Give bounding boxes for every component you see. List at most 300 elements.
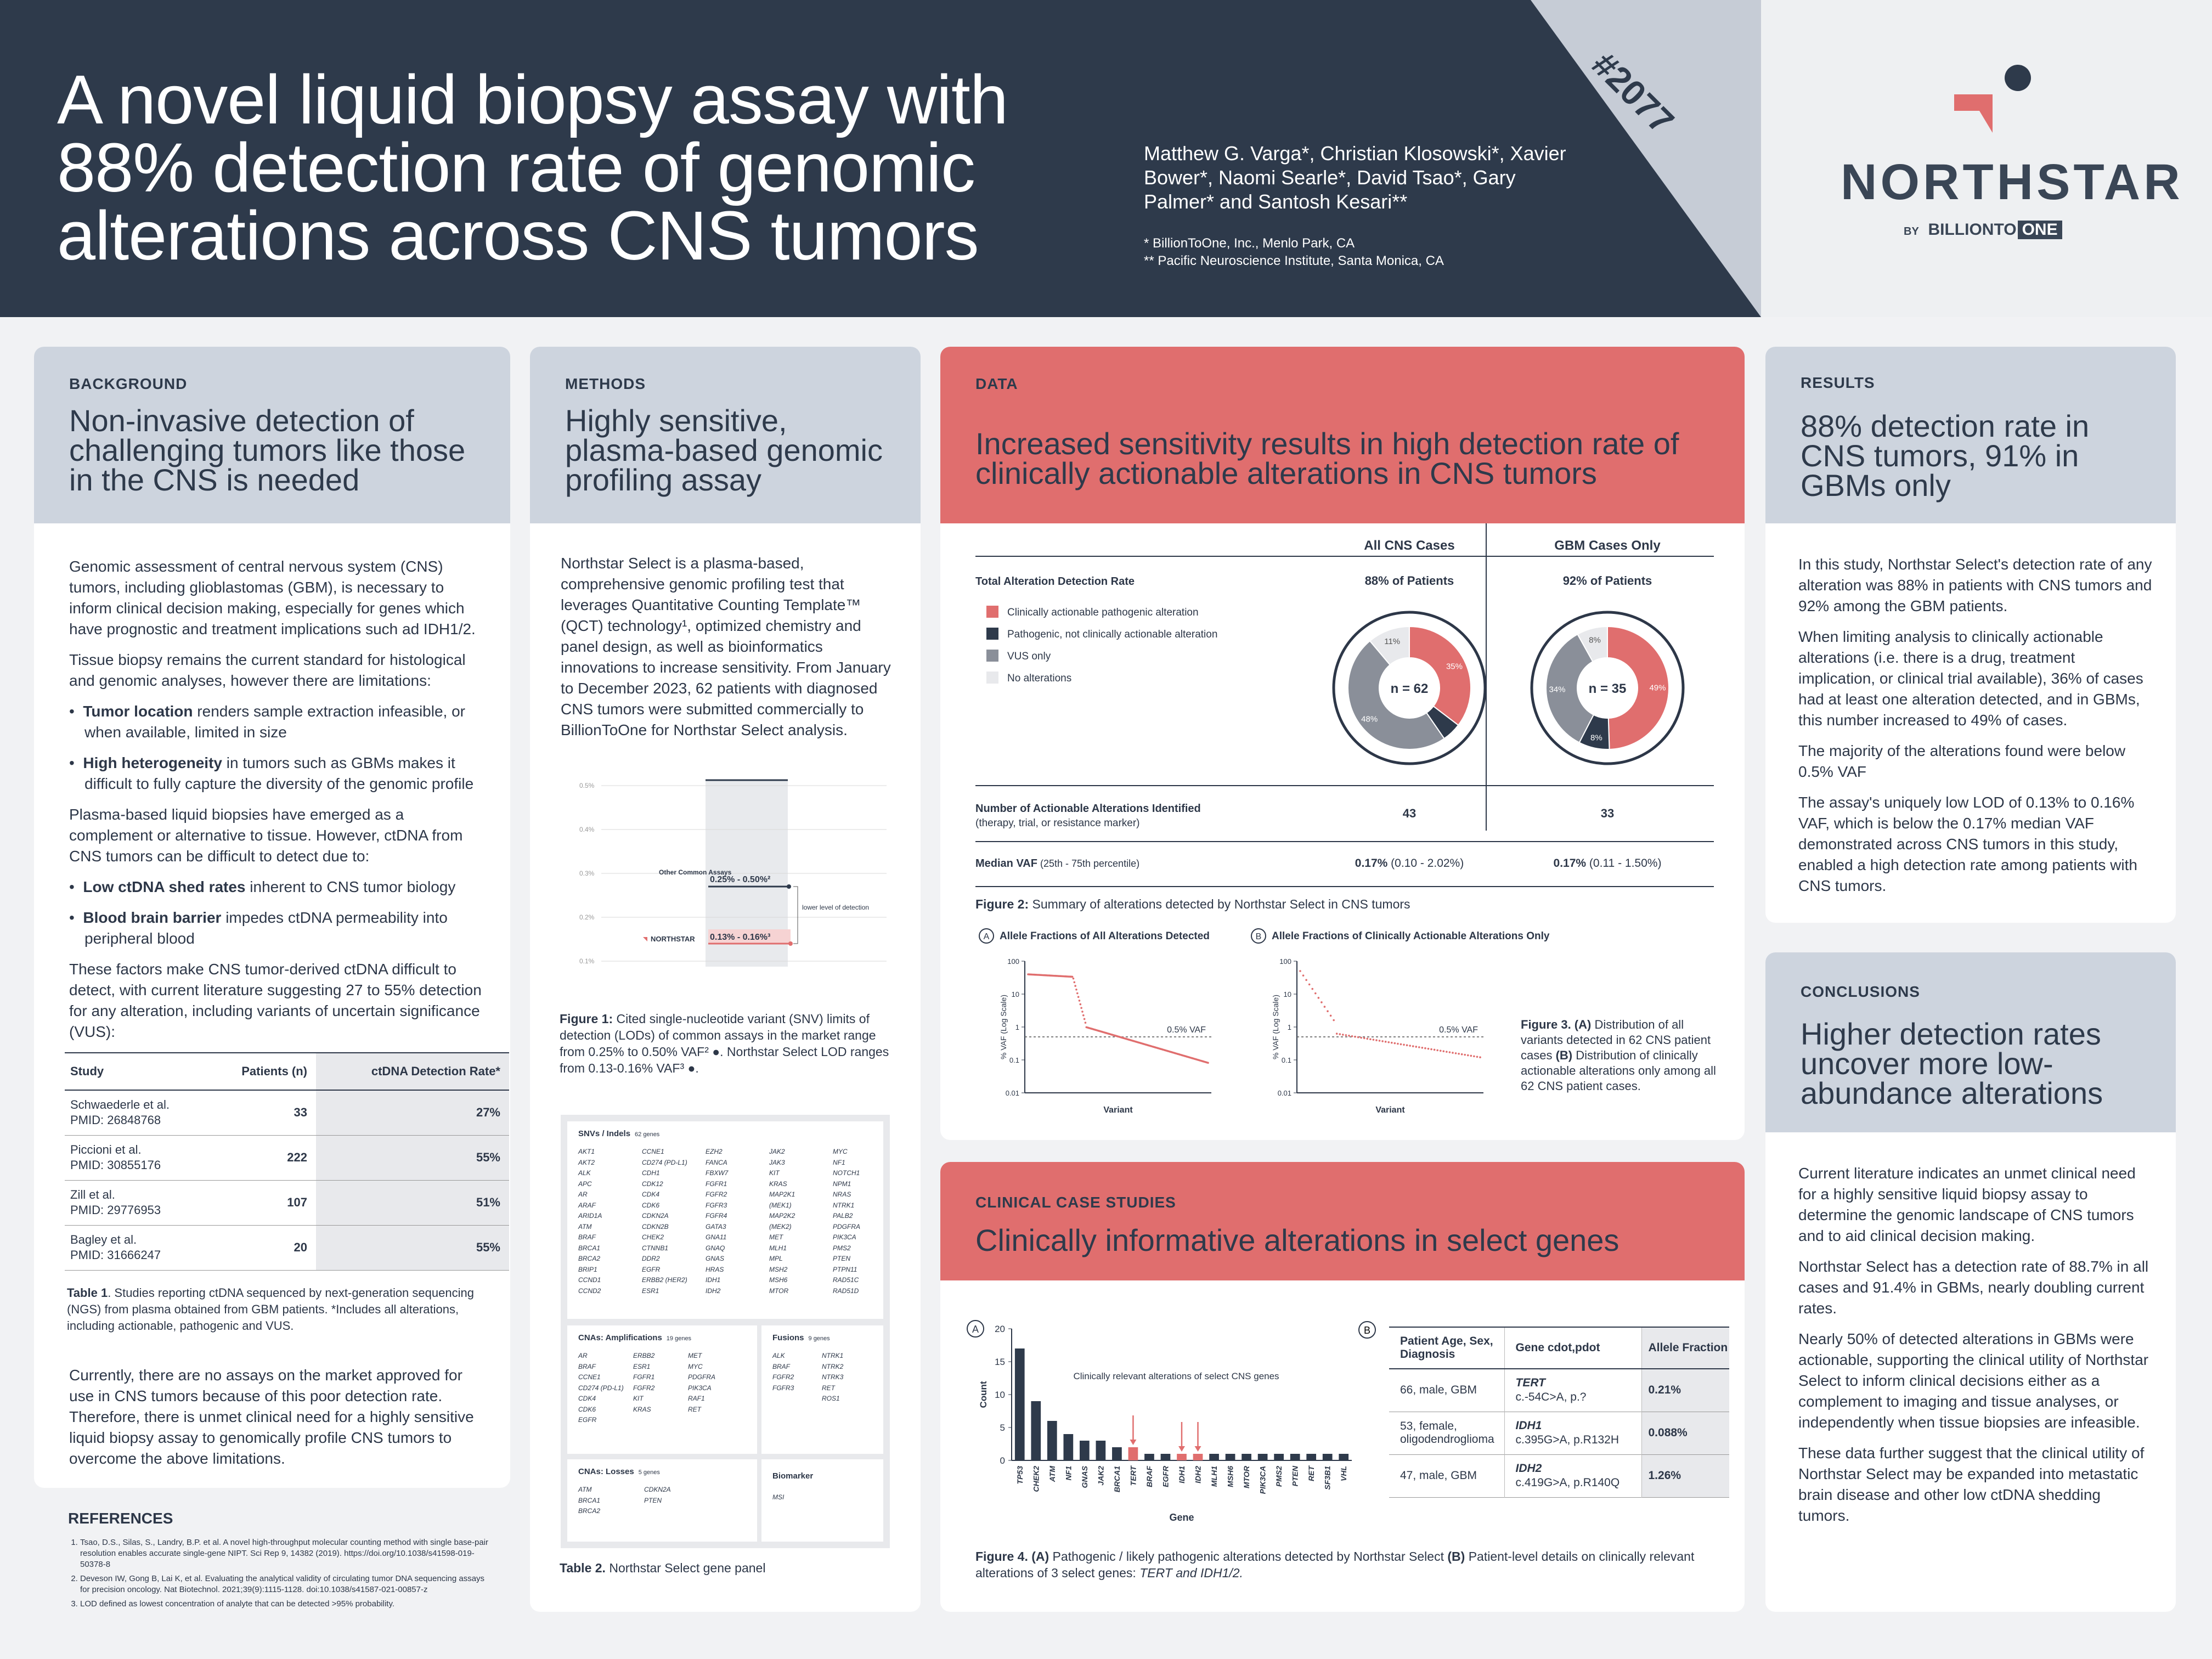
results-title: 88% detection rate in CNS tumors, 91% in GBMs only (1801, 409, 2090, 503)
plot-b-ref-label: 0.5% VAF (1439, 1025, 1478, 1035)
plot-b-x-label: Variant (1375, 1105, 1405, 1115)
vaf-point (1339, 1033, 1341, 1035)
references-title: REFERENCES (68, 1510, 173, 1527)
bar-mlh1 (1209, 1454, 1219, 1460)
gene-name: AKT2 (578, 1158, 595, 1166)
vaf-point (1305, 979, 1307, 981)
study-pmid: PMID: 26848768 (70, 1113, 161, 1127)
bar-category-label: MLH1 (1210, 1466, 1219, 1487)
study-n: 222 (287, 1150, 308, 1164)
bar-egfr (1161, 1454, 1171, 1460)
gene-name: BRCA2 (578, 1507, 601, 1515)
northstar-label: NORTHSTAR (651, 935, 695, 943)
gene-name: KRAS (769, 1180, 787, 1188)
other-assays-dot (787, 884, 791, 889)
gene-name: CCND1 (578, 1276, 601, 1284)
gene-name: JAK2 (769, 1148, 785, 1155)
figure4-caption: Figure 4. (A) Pathogenic / likely pathogenic alterations detected by Northstar Select (B) Patient-level details on clinically relevant alterations of 3 select genes: TERT and IDH1/2. (975, 1549, 1695, 1580)
gene-name: ATM (578, 1486, 592, 1493)
study-rate: 55% (316, 1225, 509, 1270)
conclusions-p1: Current literature indicates an unmet clinical need for a highly sensitive liquid biopsy assay to determine the genomic landscape of CNS tumors and to aid clinical decision making. (1798, 1165, 2136, 1244)
gene-name: FGFR2 (772, 1373, 794, 1381)
loss-block-name: CNAs: Losses (578, 1467, 634, 1476)
gene-name: MPL (769, 1255, 783, 1262)
gene-name: KRAS (633, 1405, 651, 1413)
bar-category-label: TP53 (1015, 1466, 1024, 1485)
gene-column (769, 1147, 795, 1296)
highlight-arrowhead (1195, 1446, 1201, 1452)
vaf-point (1415, 1046, 1417, 1048)
clinical-gene-cell (1504, 1412, 1641, 1454)
gene-name: CDH1 (642, 1169, 660, 1177)
vaf-point (1455, 1052, 1457, 1054)
gene-name: GNA11 (706, 1233, 727, 1241)
highlight-arrowhead (1130, 1440, 1136, 1445)
gene-name: (MEK1) (769, 1201, 792, 1209)
gene-name: BRAF (578, 1233, 596, 1241)
study-pmid: PMID: 31666247 (70, 1248, 161, 1262)
plot-b-marker-letter: B (1255, 932, 1262, 941)
gene-name: ARID1A (578, 1212, 602, 1220)
results-p3: The majority of the alterations found were below 0.5% VAF (1798, 742, 2126, 780)
plot-a-y-label: % VAF (Log Scale) (999, 994, 1008, 1060)
bar-category-label: IDH1 (1177, 1466, 1186, 1483)
logo-byline: BY BILLIONTO ONE (1904, 221, 2062, 239)
vaf-point (1299, 970, 1301, 972)
gene-name: PTEN (833, 1255, 851, 1262)
amp-block-count: 19 genes (666, 1335, 692, 1342)
bar-braf (1144, 1454, 1154, 1460)
gene-name: FGFR3 (706, 1201, 727, 1209)
gene-column (578, 1485, 600, 1517)
conclusions-p2: Northstar Select has a detection rate of 88.7% in all cases and 91.4% in GBMs, nearly doubling current rates. (1798, 1258, 2149, 1317)
gene-name: EZH2 (706, 1148, 723, 1155)
gene-name: IDH2 (706, 1286, 721, 1295)
gene-panel-table (561, 1115, 890, 1548)
vaf-point (1080, 1007, 1082, 1009)
vaf-point (1074, 985, 1076, 987)
gene-name: ALK (772, 1352, 785, 1359)
marker-a-letter: A (972, 1324, 979, 1335)
bar-category-label: JAK2 (1096, 1466, 1105, 1486)
study-row (65, 1180, 509, 1225)
bar-nf1 (1063, 1434, 1073, 1460)
vaf-point (1461, 1053, 1463, 1056)
legend-swatch (986, 606, 998, 618)
figure4-bar-chart (940, 1318, 1371, 1537)
bar-category-label: BRCA1 (1112, 1466, 1121, 1493)
gene-name: RET (688, 1405, 701, 1413)
tick-label: 0.2% (579, 913, 595, 921)
bar-category-label: PTEN (1290, 1466, 1300, 1487)
bar-category-label: MTOR (1242, 1466, 1251, 1488)
background-header (34, 347, 510, 523)
donut-value-label: 35% (1446, 662, 1463, 672)
table1-caption: Table 1. Studies reporting ctDNA sequenced by next-generation sequencing (NGS) from plasma obtained from GBM patients. *Includes all alterations, including actionable, pathogenic and VUS. (67, 1285, 474, 1333)
conclusions-header (1765, 952, 2176, 1132)
col-gbm-header: GBM Cases Only (1554, 538, 1661, 553)
vaf-point (1076, 992, 1079, 995)
tick-label: 0.3% (579, 870, 595, 877)
vaf-point (1071, 976, 1074, 978)
vaf-point (1314, 992, 1317, 995)
bar-brca1 (1112, 1447, 1122, 1460)
gene-name: APC (578, 1180, 592, 1188)
gene-name: AKT1 (578, 1148, 595, 1155)
vaf-point (1311, 988, 1313, 990)
gene-name: NTRK3 (822, 1373, 844, 1381)
clinical-change: c.395G>A, p.R132H (1515, 1434, 1620, 1446)
vaf-point (1073, 978, 1075, 980)
tick-label: 0.1% (579, 957, 595, 965)
vaf-point (1351, 1035, 1353, 1037)
lower-bracket (793, 887, 798, 944)
legend-label: No alterations (1007, 673, 1072, 684)
background-label: BACKGROUND (69, 375, 188, 392)
biomarker-title: Biomarker (772, 1471, 814, 1481)
clinical-af: 1.26% (1641, 1454, 1729, 1497)
table2-caption: Table 2. Northstar Select gene panel (560, 1561, 766, 1575)
conclusions-panel (1765, 952, 2176, 1612)
donut-slice (1409, 627, 1471, 725)
actionable-gbm: 33 (1600, 806, 1615, 820)
bar-category-label: RET (1307, 1466, 1316, 1481)
loss-block (567, 1459, 757, 1542)
vaf-gbm-bold: 0.17% (1553, 857, 1587, 870)
fusion-block-count: 9 genes (808, 1335, 830, 1342)
donut-value-label: 49% (1649, 683, 1666, 693)
lower-lod-label: lower level of detection (802, 904, 870, 911)
results-p4: The assay's uniquely low LOD of 0.13% to 0.16% VAF, which is below the 0.17% median VAF demonstrated across CNS tumors in this study, enabled a high detection rate among patients with CNS tumors. (1798, 794, 2137, 894)
bullet-shed-rates: • Low ctDNA shed rates inherent to CNS tumor biology (69, 878, 456, 895)
vaf-all-bold: 0.17% (1355, 857, 1388, 870)
bar-vhl (1339, 1454, 1348, 1460)
amp-block-title (578, 1333, 691, 1342)
reference-item: 1. Tsao, D.S., Silas, S., Landry, B.P. et al. A novel high-throughput molecular counting method with single base-pair resolution enables accurate single-gene NIPT. Sci Rep 9, 14382 (2019). https://doi.org/10.1038/s41598-019-50378-8 (80, 1537, 496, 1570)
vaf-point (1418, 1046, 1420, 1048)
study-pmid: PMID: 30855176 (70, 1158, 161, 1172)
bar-atm (1047, 1421, 1057, 1460)
gene-name: CCNE1 (642, 1148, 664, 1155)
figure1-lod-chart (552, 769, 892, 967)
gene-name: PMS2 (833, 1244, 851, 1252)
gene-column (633, 1351, 654, 1415)
gene-name: ERBB2 (633, 1352, 655, 1359)
gene-name: CDKN2B (642, 1222, 669, 1231)
gene-name: CDK4 (578, 1395, 596, 1402)
clinical-gene: IDH2 (1515, 1462, 1542, 1475)
gene-column (578, 1147, 602, 1296)
gbm-rate: 92% of Patients (1562, 574, 1652, 588)
plot-a-x-label: Variant (1103, 1105, 1133, 1115)
figure3-caption: Figure 3. (A) Distribution of all variants detected in 62 CNS patient cases (B) Distribution of clinically actionable alterations only among all 62 CNS patient cases. (1521, 1018, 1716, 1093)
clinical-gene: TERT (1515, 1376, 1545, 1390)
vaf-point (1084, 1018, 1086, 1020)
gene-name: EGFR (642, 1265, 661, 1273)
y-tick-label: 100 (1007, 957, 1019, 966)
y-tick-label: 1 (1287, 1023, 1291, 1031)
plot-a-ref-label: 0.5% VAF (1167, 1025, 1206, 1035)
vaf-point (1412, 1045, 1414, 1047)
vaf-point (1467, 1054, 1469, 1057)
clinical-table: Patient Age, Sex, Diagnosis Gene cdot,pdot Allele Fraction 66, male, GBM TERT c.-54C>A, p.? 0.21% 53, female, oligodendroglioma IDH1 c.395G>A, p.R132H 0.088% 47, male, GBM IDH2 c.419G>A, p.R140Q 1.26% (1389, 1327, 1729, 1498)
poster-number: #2077 (1584, 44, 1682, 142)
tick-label: 0.5% (579, 782, 595, 789)
clinical-panel (940, 1162, 1745, 1612)
marker-b (1356, 1319, 1378, 1341)
gene-name: NTRK1 (833, 1201, 855, 1209)
vaf-point (1336, 1032, 1338, 1035)
study-cell (65, 1180, 212, 1225)
gene-name: CDK6 (642, 1201, 660, 1209)
gene-name: MTOR (769, 1286, 789, 1295)
study-pmid: PMID: 29776953 (70, 1203, 161, 1217)
vaf-point (1479, 1056, 1481, 1058)
row-actionable-label: Number of Actionable Alterations Identified (975, 803, 1201, 815)
study-row (65, 1225, 509, 1270)
biomarker-block (761, 1459, 883, 1542)
bar-category-label: ATM (1047, 1466, 1057, 1482)
gene-column (642, 1147, 687, 1296)
clinical-gene-cell (1504, 1369, 1641, 1412)
y-tick-label: 0.01 (1005, 1089, 1019, 1097)
study-n: 33 (294, 1105, 308, 1120)
vaf-gbm-range: (0.11 - 1.50%) (1586, 857, 1662, 870)
y-tick-label: 0.1 (1281, 1056, 1291, 1064)
vaf-point (1318, 997, 1320, 999)
vaf-point (1363, 1037, 1365, 1040)
vaf-point (1400, 1043, 1402, 1046)
y-tick-label: 10 (1283, 990, 1291, 998)
conclusions-title: Higher detection rates uncover more low-abundance alterations (1801, 1017, 2103, 1110)
results-p1: In this study, Northstar Select's detection rate of any alteration was 88% in patients with CNS tumors and 92% among the GBM patients. (1798, 556, 2152, 614)
vaf-point (1342, 1034, 1344, 1036)
bar-category-label: CHEK2 (1031, 1466, 1041, 1492)
gene-name: BRCA2 (578, 1255, 601, 1262)
study-name: Zill et al. (70, 1188, 115, 1201)
gene-name: FGFR3 (772, 1384, 794, 1392)
gene-name: CDK6 (578, 1405, 596, 1413)
vaf-point (1470, 1055, 1472, 1057)
vaf-point (1357, 1036, 1359, 1039)
y-tick-label: 0.1 (1009, 1056, 1019, 1064)
gene-name: ROS1 (822, 1395, 840, 1402)
gene-name: RAD51C (833, 1276, 859, 1284)
methods-label: METHODS (565, 375, 646, 392)
gene-name: ALK (578, 1169, 591, 1177)
gene-name: CDK12 (642, 1180, 663, 1188)
clinical-row (1389, 1369, 1729, 1412)
bar-category-label: PMS2 (1274, 1466, 1284, 1487)
snv-block-name: SNVs / Indels (578, 1129, 631, 1138)
results-panel (1765, 347, 2176, 923)
reference-item: 2. Deveson IW, Gong B, Lai K, et al. Evaluating the analytical validity of circulating tumor DNA sequencing assays for precision oncology. Nat Biotechnol. 2021;39(9):1115-1128. doi:10.1038/s41587-021-00857-z (80, 1573, 496, 1595)
vaf-point (1079, 1003, 1081, 1006)
gene-name: HRAS (706, 1265, 724, 1273)
bar-sf3b1 (1323, 1454, 1333, 1460)
bar-ret (1306, 1454, 1316, 1460)
vaf-point (1385, 1041, 1387, 1043)
clinical-row (1389, 1412, 1729, 1454)
gene-name: CDKN2A (644, 1486, 671, 1493)
gene-name: CHEK2 (642, 1233, 664, 1241)
bar-pms2 (1274, 1454, 1284, 1460)
donut-value-label: 11% (1384, 637, 1401, 647)
gene-name: ESR1 (633, 1362, 651, 1370)
svg-text:B: B (1363, 1325, 1371, 1336)
northstar-range: 0.13% - 0.16%³ (710, 933, 771, 942)
background-p4: These factors make CNS tumor-derived ctDNA difficult to detect, with current literature suggesting 27 to 55% detection for any alteration, including variants of uncertain significance (VUS): (69, 961, 482, 1040)
clinical-change: c.419G>A, p.R140Q (1515, 1476, 1620, 1489)
donut-center-label: n = 62 (1390, 681, 1429, 696)
vaf-point (1360, 1037, 1362, 1039)
gene-name: FGFR2 (706, 1190, 727, 1198)
bar-y-tick-label: 20 (995, 1324, 1005, 1334)
vaf-point (1085, 1022, 1087, 1024)
gene-name: PTEN (644, 1496, 662, 1504)
y-tick-label: 100 (1279, 957, 1291, 966)
donut-value-label: 8% (1589, 635, 1601, 645)
clinical-label: CLINICAL CASE STUDIES (975, 1194, 1176, 1211)
gene-name: FGFR4 (706, 1212, 727, 1220)
all-rate: 88% of Patients (1364, 574, 1454, 588)
vaf-point (1327, 1010, 1329, 1012)
vaf-point (1394, 1042, 1396, 1045)
vaf-point (1446, 1051, 1448, 1053)
gene-name: PIK3CA (833, 1233, 856, 1241)
gene-name: MAP2K2 (769, 1212, 795, 1220)
bar-pik3ca (1258, 1454, 1268, 1460)
gene-name: GNAQ (706, 1244, 725, 1252)
background-p3: Plasma-based liquid biopsies have emerged as a complement or alternative to tissue. However, ctDNA from CNS tumors can be difficult to detect due to: (69, 806, 463, 865)
study-rate: 27% (316, 1090, 509, 1135)
vaf-point (1449, 1051, 1451, 1053)
methods-header (530, 347, 921, 523)
gene-name: ATM (578, 1222, 592, 1231)
vaf-label-sub: (25th - 75th percentile) (1037, 858, 1140, 869)
data-title: Increased sensitivity results in high detection rate of clinically actionable alterations in CNS tumors (975, 426, 1679, 490)
vaf-point (1369, 1038, 1372, 1040)
vaf-point (1458, 1053, 1460, 1055)
bar-pten (1290, 1454, 1300, 1460)
bar-annotation: Clinically relevant alterations of select CNS genes (1073, 1371, 1279, 1381)
vaf-point (1409, 1045, 1411, 1047)
vaf-point (1387, 1041, 1390, 1043)
results-label: RESULTS (1801, 374, 1875, 391)
figure2-summary (940, 523, 1745, 896)
study-n: 20 (294, 1240, 308, 1254)
bar-idh2 (1193, 1454, 1203, 1460)
results-header (1765, 347, 2176, 523)
figure2-caption: Figure 2: Summary of alterations detected by Northstar Select in CNS tumors (975, 897, 1410, 911)
gene-column (772, 1351, 794, 1393)
amp-block (567, 1325, 757, 1454)
legend-swatch (986, 672, 998, 684)
study-cell (65, 1225, 212, 1270)
gene-name: NRAS (833, 1190, 851, 1198)
bar-category-label: PIK3CA (1258, 1466, 1267, 1494)
figure1-caption: Figure 1: Cited single-nucleotide variant (SNV) limits of detection (LODs) of common assays in the market range from 0.25% to 0.50% VAF² ●. Northstar Select LOD ranges from 0.13-0.16% VAF³ ●. (560, 1012, 889, 1075)
gene-column (644, 1485, 671, 1506)
gene-name: DDR2 (642, 1255, 660, 1262)
bar-chek2 (1031, 1401, 1041, 1460)
data-label: DATA (975, 375, 1018, 392)
gene-name: CD274 (PD-L1) (578, 1384, 624, 1392)
author-list: Matthew G. Varga*, Christian Klosowski*, Xavier Bower*, Naomi Searle*, David Tsao*, Gary Palmer* and Santosh Kesari** (1144, 142, 1566, 213)
vaf-point (1452, 1052, 1454, 1054)
gene-name: AR (578, 1190, 588, 1198)
gene-name: ARAF (578, 1201, 596, 1209)
bar-category-label: IDH2 (1193, 1466, 1203, 1483)
bar-y-tick-label: 10 (995, 1390, 1005, 1400)
study-rate: 51% (316, 1180, 509, 1225)
bar-gnas (1080, 1441, 1090, 1460)
y-tick-label: 1 (1015, 1023, 1019, 1031)
gene-name: PTPN11 (833, 1265, 857, 1273)
clinical-row (1389, 1454, 1729, 1497)
gene-name: EGFR (578, 1416, 597, 1424)
gene-name: MET (769, 1233, 783, 1241)
gene-name: MSH6 (769, 1276, 788, 1284)
gene-name: PALB2 (833, 1212, 853, 1220)
donut-value-label: 34% (1549, 685, 1566, 695)
gene-name: CTNNB1 (642, 1244, 669, 1252)
vaf-point (1373, 1039, 1375, 1041)
vaf-point (1421, 1047, 1424, 1049)
gene-name: MYC (688, 1362, 703, 1370)
methods-panel (530, 347, 921, 1612)
vaf-gbm (1554, 857, 1662, 870)
clinical-patient: 53, female, oligodendroglioma (1389, 1412, 1504, 1454)
study-row (65, 1135, 509, 1180)
vaf-point (1434, 1049, 1436, 1051)
poster-title: A novel liquid biopsy assay with 88% detection rate of genomic alterations across CNS tumors (57, 61, 1008, 274)
legend-swatch (986, 628, 998, 640)
study-cell (65, 1135, 212, 1180)
vaf-point (1440, 1050, 1442, 1052)
vaf-point (1381, 1040, 1384, 1042)
bar-idh1 (1177, 1454, 1187, 1460)
row-detection-label: Total Alteration Detection Rate (975, 575, 1135, 588)
gene-name: (MEK2) (769, 1222, 792, 1231)
vaf-point (1077, 996, 1080, 998)
gene-name: FBXW7 (706, 1169, 729, 1177)
gene-name: MET (688, 1352, 702, 1359)
plot-a-marker-letter: A (983, 932, 990, 941)
bar-msh6 (1226, 1454, 1235, 1460)
gene-name: RET (822, 1384, 835, 1392)
vaf-point (1330, 1015, 1332, 1017)
bar-category-label: GNAS (1080, 1466, 1089, 1488)
gene-name: KIT (633, 1395, 644, 1402)
vaf-label-bold: Median VAF (975, 857, 1037, 870)
bullet-heterogeneity: • High heterogeneity in tumors such as GBMs makes it difficult to fully capture the diversity of the genomic profile (69, 754, 474, 792)
background-p5: Currently, there are no assays on the market approved for use in CNS tumors because of this poor detection rate. Therefore, there is unmet clinical need for a highly sensitive liquid biopsy assay to genomically profile CNS tumors to overcome the above limitations. (69, 1366, 474, 1467)
gene-name: CCNE1 (578, 1373, 601, 1381)
vaf-point (1442, 1050, 1444, 1052)
conclusions-p3: Nearly 50% of detected alterations in GBMs were actionable, supporting the clinical utility of Northstar Select to inform clinical decisions either as a complement to imaging and tissue analyses, or independently when tissue biopsies are infeasible. (1798, 1330, 2149, 1431)
vaf-point (1436, 1049, 1438, 1052)
gene-name: BRAF (772, 1362, 791, 1370)
vaf-point (1367, 1038, 1369, 1040)
vaf-point (1302, 974, 1305, 977)
study-name: Schwaederle et al. (70, 1098, 170, 1112)
gene-name: BRCA1 (578, 1496, 601, 1504)
vaf-point (1321, 1001, 1323, 1003)
gene-name: CD274 (PD-L1) (642, 1158, 687, 1166)
row-actionable-sub: (therapy, trial, or resistance marker) (975, 817, 1140, 829)
gene-name: PIK3CA (688, 1384, 712, 1392)
